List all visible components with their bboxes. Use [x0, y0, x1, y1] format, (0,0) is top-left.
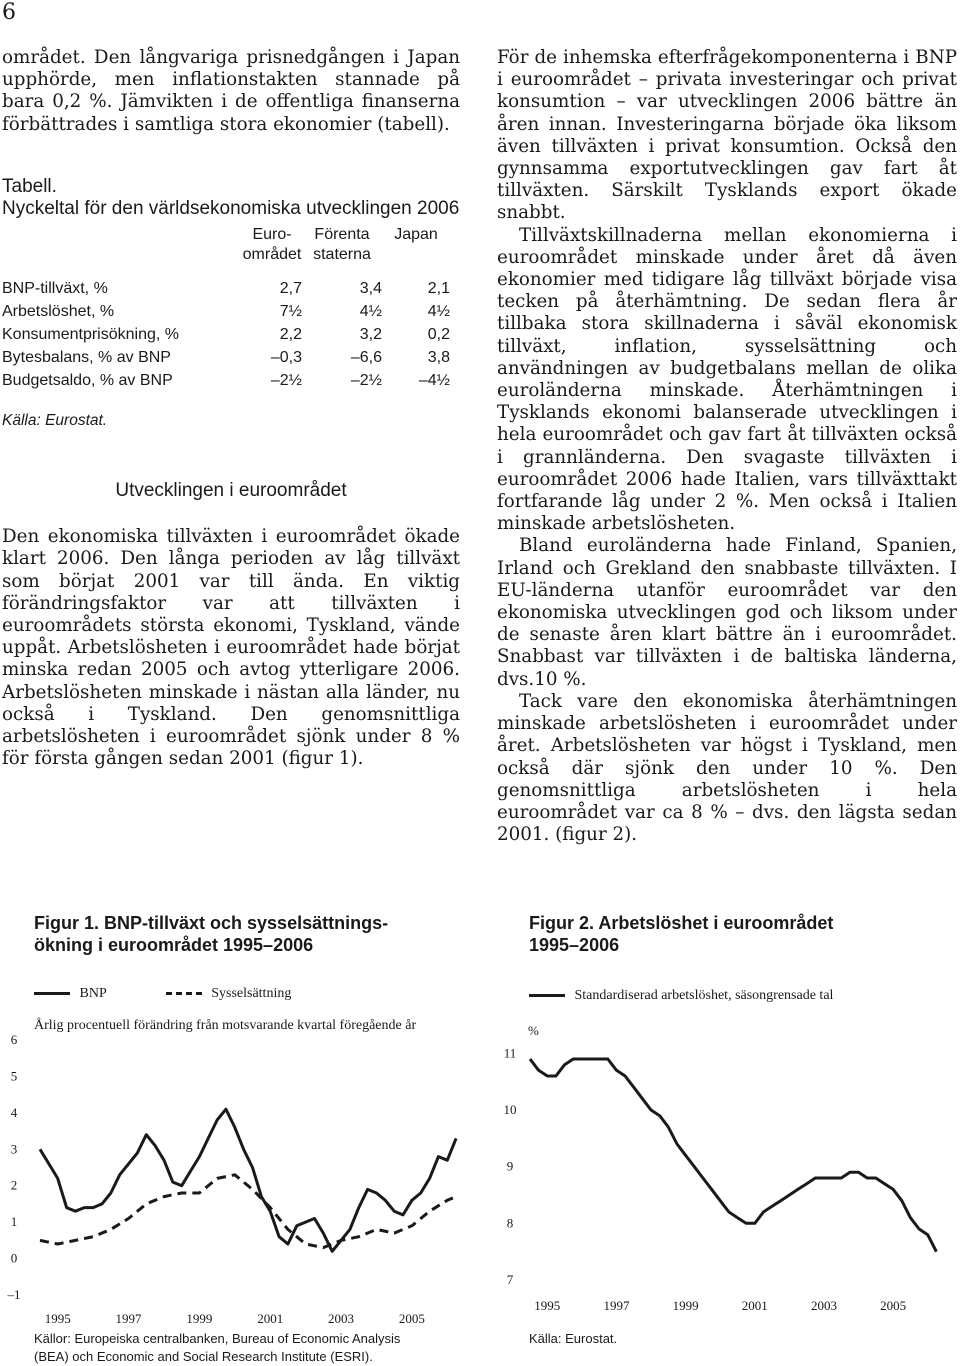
x-tick-label: 1995: [44, 1311, 71, 1326]
cell-value: –0,3: [270, 348, 302, 366]
figure1-title: [34, 912, 388, 956]
cell-value: 4½: [359, 302, 382, 320]
table-row: [2, 323, 450, 346]
y-tick-label: 11: [503, 1045, 517, 1061]
body-paragraph: Tack vare den ekonomiska återhämtningen minskade arbetslösheten i euroområdet under året. Arbetslösheten var högst i Tyskland, men också där sjönk den under 10 %. Den genomsnittliga arbetslösheten i hela euroområdet var ca 8 % – dvs. den lägsta sedan 2001. (figur 2).: [497, 690, 957, 846]
figure2-title-line: Figur 2. Arbetslöshet i euroområdet: [529, 913, 834, 933]
figure1-subtitle: Årlig procentuell förändring från motsvarande kvartal föregående år: [34, 1018, 417, 1033]
x-tick-label: 1997: [603, 1298, 630, 1313]
y-tick-label: 2: [10, 1177, 18, 1193]
body-paragraph: Den ekonomiska tillväxten i euroområdet ökade klart 2006. Den långa perioden av låg tillväxt som börjat 2001 var till ända. En viktig förändringsfaktor var att tillväxten i euroområdets största ekonomi, Tyskland, vände uppåt. Arbetslösheten i euroområdet hade börjat minska redan 2005 och avtog ytterligare 2006. Arbetslösheten minskade i nästan alla länder, nu också i Tyskland. Den genomsnittliga arbetslösheten i euroområdet sjönk under 8 % för första gången sedan 2001 (figur 1).: [2, 526, 460, 770]
row-label: Bytesbalans, % av BNP: [2, 348, 171, 366]
x-tick-label: 1997: [115, 1311, 142, 1326]
table-header-row: [2, 225, 450, 277]
cell-value: –6,6: [350, 348, 382, 366]
cell-value: 3,8: [427, 348, 450, 366]
y-tick-label: 0: [10, 1250, 18, 1266]
x-tick-label: 1995: [534, 1298, 561, 1313]
row-label: BNP-tillväxt, %: [2, 279, 108, 297]
table-header-japan: Japan: [394, 225, 438, 243]
x-tick-label: 2001: [741, 1298, 768, 1313]
figure1-chart: [0, 1030, 475, 1330]
row-label: Budgetsaldo, % av BNP: [2, 371, 173, 389]
x-tick-label: 2003: [328, 1311, 355, 1326]
row-label: Konsumentprisökning, %: [2, 325, 179, 343]
figure2-legend: [529, 988, 833, 1004]
y-tick-label: 5: [10, 1068, 18, 1084]
y-unit-label: %: [528, 1023, 539, 1038]
footnote-line: Källor: Europeiska centralbanken, Bureau of Economic Analysis: [34, 1331, 401, 1346]
figure2-chart: [490, 1015, 958, 1330]
y-tick-label: –1: [7, 1287, 21, 1302]
cell-value: 0,2: [427, 325, 450, 343]
series-line: [40, 1109, 456, 1251]
x-tick-label: 2005: [398, 1311, 425, 1326]
legend-solid-swatch: [529, 994, 565, 997]
y-tick-label: 6: [10, 1032, 18, 1047]
table-row: [2, 346, 450, 369]
cell-value: –2½: [270, 371, 302, 389]
page-number: 6: [2, 0, 16, 25]
cell-value: 2,2: [279, 325, 302, 343]
footnote-line: (BEA) och Economic and Social Research Institute (ESRI).: [34, 1349, 373, 1364]
cell-value: 7½: [279, 302, 302, 320]
section-heading: Utvecklingen i euroområdet: [115, 480, 347, 502]
table-header-empty: [2, 225, 242, 277]
legend-dashed-swatch: [166, 992, 202, 995]
y-tick-label: 8: [506, 1215, 514, 1231]
figure2-title: [529, 912, 833, 956]
cell-value: 3,4: [359, 279, 382, 297]
x-tick-label: 2003: [810, 1298, 837, 1313]
table-title: Nyckeltal för den världsekonomiska utvecklingen 2006: [2, 198, 460, 220]
left-column: [2, 47, 460, 770]
table-label: Tabell.: [2, 175, 57, 197]
legend-bnp-label: BNP: [79, 986, 107, 1001]
row-label: Arbetslöshet, %: [2, 302, 115, 320]
figure1-title-line: Figur 1. BNP-tillväxt och sysselsättnings-: [34, 913, 389, 933]
x-tick-label: 1999: [672, 1298, 699, 1313]
legend-employment-label: Sysselsättning: [211, 986, 292, 1001]
figure2-title-line: 1995–2006: [529, 935, 620, 955]
body-paragraph: För de inhemska efterfrågekomponenterna i BNP i euroområdet – privata investeringar och privat konsumtion – var utvecklingen 2006 bättre än åren innan. Investeringarna började öka liksom även tillväxten i privat konsumtion. Också den gynnsamma exportutvecklingen gav fart åt tillväxten. Särskilt Tysklands export ökade snabbt.: [497, 47, 957, 224]
key-figures-table: [2, 225, 450, 392]
legend-solid-swatch: [34, 992, 70, 995]
cell-value: –2½: [350, 371, 382, 389]
table-row: [2, 369, 450, 392]
figure1-title-line: ökning i euroområdet 1995–2006: [34, 935, 314, 955]
table-source: Källa: Eurostat.: [2, 411, 108, 429]
cell-value: 3,2: [359, 325, 382, 343]
x-tick-label: 2001: [257, 1311, 284, 1326]
y-tick-label: 1: [10, 1214, 18, 1230]
table-header-usa: Förenta staterna: [313, 225, 371, 263]
figure2-source: Källa: Eurostat.: [529, 1331, 618, 1346]
body-paragraph: Bland euroländerna hade Finland, Spanien, Irland och Grekland den snabbaste tillväxten. I EU-länderna utanför euroområdet var den ekonomiska utvecklingen god och liksom under de senaste åren klart bättre än i euroområdet. Snabbast var tillväxten i de baltiska länderna, dvs.10 %.: [497, 535, 957, 690]
figure1-legend: [34, 986, 291, 1002]
table-row: [2, 277, 450, 300]
intro-paragraph: området. Den långvariga prisnedgången i Japan upphörde, men inflationstakten stannade på bara 0,2 %. Jämvikten i de offentliga finanserna förbättrades i samtliga stora ekonomier (tabell).: [2, 47, 460, 135]
cell-value: –4½: [418, 371, 450, 389]
table-header-euro: Euro- området: [242, 225, 302, 263]
legend-unemployment-label: Standardiserad arbetslöshet, säsongrensade tal: [574, 988, 834, 1003]
cell-value: 2,7: [279, 279, 302, 297]
table-row: [2, 300, 450, 323]
figure1-footnote: [34, 1330, 400, 1366]
y-tick-label: 4: [10, 1104, 18, 1120]
y-tick-label: 10: [503, 1102, 517, 1117]
y-tick-label: 9: [506, 1158, 514, 1174]
series-line: [530, 1059, 936, 1252]
y-tick-label: 3: [10, 1141, 18, 1157]
right-column: [497, 47, 957, 846]
x-tick-label: 2005: [880, 1298, 907, 1313]
body-paragraph: Tillväxtskillnaderna mellan ekonomierna i euroområdet minskade under året då även ekonomier med tidigare låg tillväxt började visa tecken på återhämtning. De sedan flera år tillbaka stora skillnaderna i såväl ekonomisk tillväxt, inflation, sysselsättning och användningen av budgetbalans mellan de olika euroländerna minskade. Återhämtningen i Tysklands ekonomi balanserade utvecklingen i hela euroområdet och gav fart åt tillväxten också i grannländerna. Den svagaste tillväxten i euroområdet 2006 hade Italien, vars tillväxttakt fortfarande låg under 2 %. Men också i Italien minskade arbetslösheten.: [497, 224, 957, 535]
x-tick-label: 1999: [186, 1311, 213, 1326]
cell-value: 4½: [427, 302, 450, 320]
y-tick-label: 7: [506, 1272, 514, 1287]
cell-value: 2,1: [427, 279, 450, 297]
